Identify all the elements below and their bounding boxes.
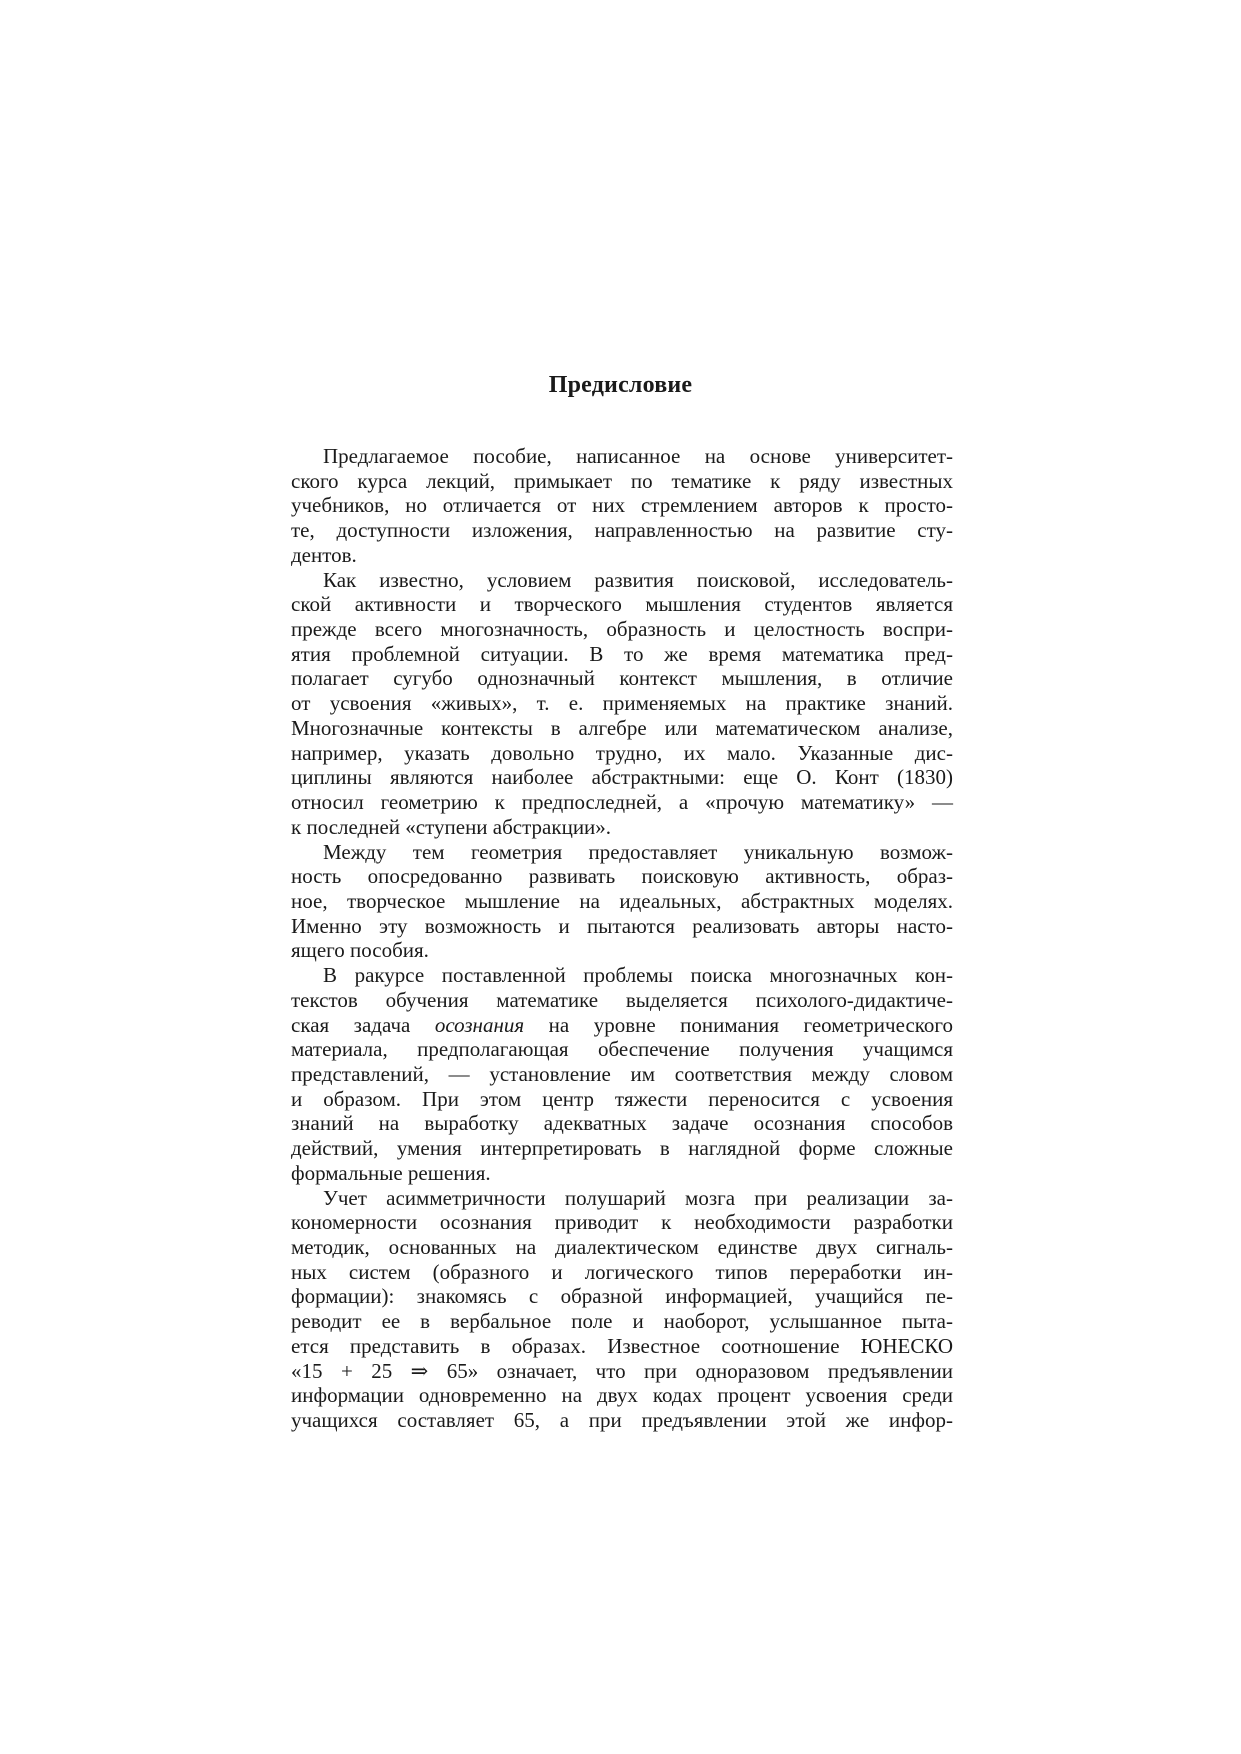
text-line: реводит ее в вербальное поле и наоборот, услышанное пыта- (291, 1309, 953, 1334)
text-line: учащихся составляет 65, а при предъявлении этой же инфор- (291, 1408, 953, 1433)
text-line: ятия проблемной ситуации. В то же время математика пред- (291, 641, 953, 666)
text-line: Как известно, условием развития поисковой, исследователь- (323, 567, 953, 592)
text-line: например, указать довольно трудно, их мало. Указанные дис- (291, 740, 953, 765)
text-line: кономерности осознания приводит к необходимости разработки (291, 1210, 953, 1235)
text-line: В ракурсе поставленной проблемы поиска многозначных кон- (323, 963, 953, 988)
text-line: к последней «ступени абстракции». (291, 814, 612, 839)
text-line: циплины являются наиболее абстрактными: еще О. Конт (1830) (291, 765, 953, 790)
text-line: ется представить в образах. Известное соотношение ЮНЕСКО (291, 1333, 953, 1358)
text-line: учебников, но отличается от них стремлением авторов к просто- (291, 493, 953, 518)
text-line: текстов обучения математике выделяется психолого-дидактиче- (291, 987, 953, 1012)
text-line: ского курса лекций, примыкает по тематике к ряду известных (291, 468, 953, 493)
text-line: ской активности и творческого мышления студентов является (291, 592, 953, 617)
text-line: Предлагаемое пособие, написанное на основе университет- (323, 444, 953, 468)
text-line: формации): знакомясь с образной информацией, учащийся пе- (291, 1284, 953, 1309)
text-line: ных систем (образного и логического типов переработки ин- (291, 1259, 953, 1284)
text-line: дентов. (291, 542, 357, 567)
preface-body (291, 444, 953, 1433)
text-line: ное, творческое мышление на идеальных, абстрактных моделях. (291, 888, 953, 913)
text-line: Именно эту возможность и пытаются реализовать авторы насто- (291, 913, 953, 938)
text-line: и образом. При этом центр тяжести переносится с усвоения (291, 1086, 953, 1111)
text-line: действий, умения интерпретировать в наглядной форме сложные (291, 1136, 953, 1161)
text-line: Между тем геометрия предоставляет уникальную возмож- (323, 839, 953, 864)
text-line: знаний на выработку адекватных задаче осознания способов (291, 1111, 953, 1136)
text-line: формальные решения. (291, 1160, 491, 1185)
text-line: от усвоения «живых», т. е. применяемых на практике знаний. (291, 691, 953, 716)
text-line: ская задача осознания на уровне понимания геометрического (291, 1012, 953, 1037)
text-line: ность опосредованно развивать поисковую активность, образ- (291, 864, 953, 889)
text-line: Многозначные контексты в алгебре или математическом анализе, (291, 715, 953, 740)
emphasized-term: осознания (434, 1012, 525, 1037)
text-line: прежде всего многозначность, образность и целостность воспри- (291, 617, 953, 642)
text-line: «15 + 25 ⇒ 65» означает, что при одноразовом предъявлении (291, 1358, 953, 1383)
text-line: материала, предполагающая обеспечение получения учащимся (291, 1037, 953, 1062)
text-line: полагает сугубо однозначный контекст мышления, в отличие (291, 666, 953, 691)
text-line: методик, основанных на диалектическом единстве двух сигналь- (291, 1235, 953, 1259)
text-line: ящего пособия. (291, 938, 429, 963)
text-line: представлений, — установление им соответствия между словом (291, 1061, 953, 1086)
text-line: Учет асимметричности полушарий мозга при реализации за- (323, 1185, 953, 1210)
text-line: относил геометрию к предпоследней, а «прочую математику» — (291, 790, 953, 815)
page-title: Предисловие (548, 372, 693, 398)
text-line: те, доступности изложения, направленностью на развитие сту- (291, 518, 953, 543)
text-line: информации одновременно на двух кодах процент усвоения среди (291, 1383, 953, 1408)
